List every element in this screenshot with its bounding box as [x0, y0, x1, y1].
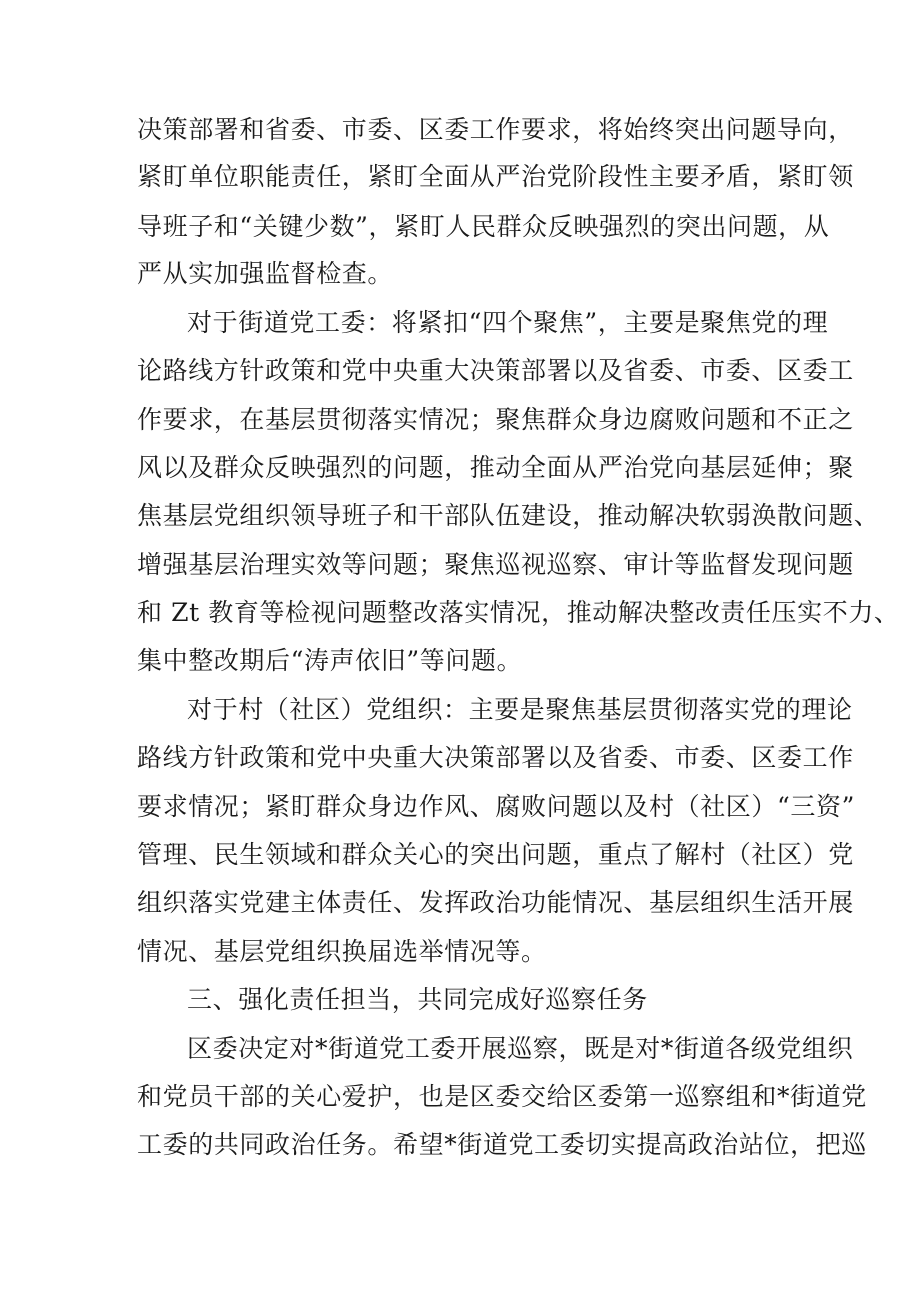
- text-line: 对于街道党工委：将紧扣“四个聚焦”，主要是聚焦党的理: [187, 308, 829, 337]
- text-line: 和党员干部的关心爱护，也是区委交给区委第一巡察组和*街道党: [137, 1082, 867, 1111]
- text-line: 对于村（社区）党组织：主要是聚焦基层贯彻落实党的理论: [187, 695, 853, 724]
- text-line: 导班子和“关键少数”，紧盯人民群众反映强烈的突出问题，从: [137, 212, 830, 241]
- text-line: 路线方针政策和党中央重大决策部署以及省委、市委、区委工作: [137, 743, 854, 772]
- text-line: 作要求，在基层贯彻落实情况；聚焦群众身边腐败问题和不正之: [137, 405, 854, 434]
- text-line: 情况、基层党组织换届选举情况等。: [137, 937, 547, 966]
- text-line: 严从实加强监督检查。: [137, 259, 394, 288]
- text-line: 区委决定对*街道党工委开展巡察，既是对*街道各级党组织: [187, 1034, 854, 1063]
- text-line: 增强基层治理实效等问题；聚焦巡视巡察、审计等监督发现问题: [137, 550, 854, 579]
- text-line: 集中整改期后“涛声依旧”等问题。: [137, 646, 523, 675]
- text-line: 风以及群众反映强烈的问题，推动全面从严治党向基层延伸；聚: [137, 453, 854, 482]
- text-line: 和 Zt 教育等检视问题整改落实情况，推动解决整改责任压实不力、: [137, 598, 900, 627]
- text-line: 焦基层党组织领导班子和干部队伍建设，推动解决软弱涣散问题、: [137, 501, 880, 530]
- section-heading: 三、强化责任担当，共同完成好巡察任务: [187, 985, 648, 1014]
- text-line: 论路线方针政策和党中央重大决策部署以及省委、市委、区委工: [137, 356, 854, 385]
- text-line: 紧盯单位职能责任，紧盯全面从严治党阶段性主要矛盾，紧盯领: [137, 162, 854, 191]
- text-line: 管理、民生领域和群众关心的突出问题，重点了解村（社区）党: [137, 840, 854, 869]
- text-line: 要求情况；紧盯群众身边作风、腐败问题以及村（社区）“三资”: [137, 792, 855, 821]
- text-line: 决策部署和省委、市委、区委工作要求，将始终突出问题导向，: [137, 115, 854, 144]
- text-line: 工委的共同政治任务。希望*街道党工委切实提高政治站位，把巡: [137, 1130, 867, 1159]
- text-line: 组织落实党建主体责任、发挥政治功能情况、基层组织生活开展: [137, 888, 854, 917]
